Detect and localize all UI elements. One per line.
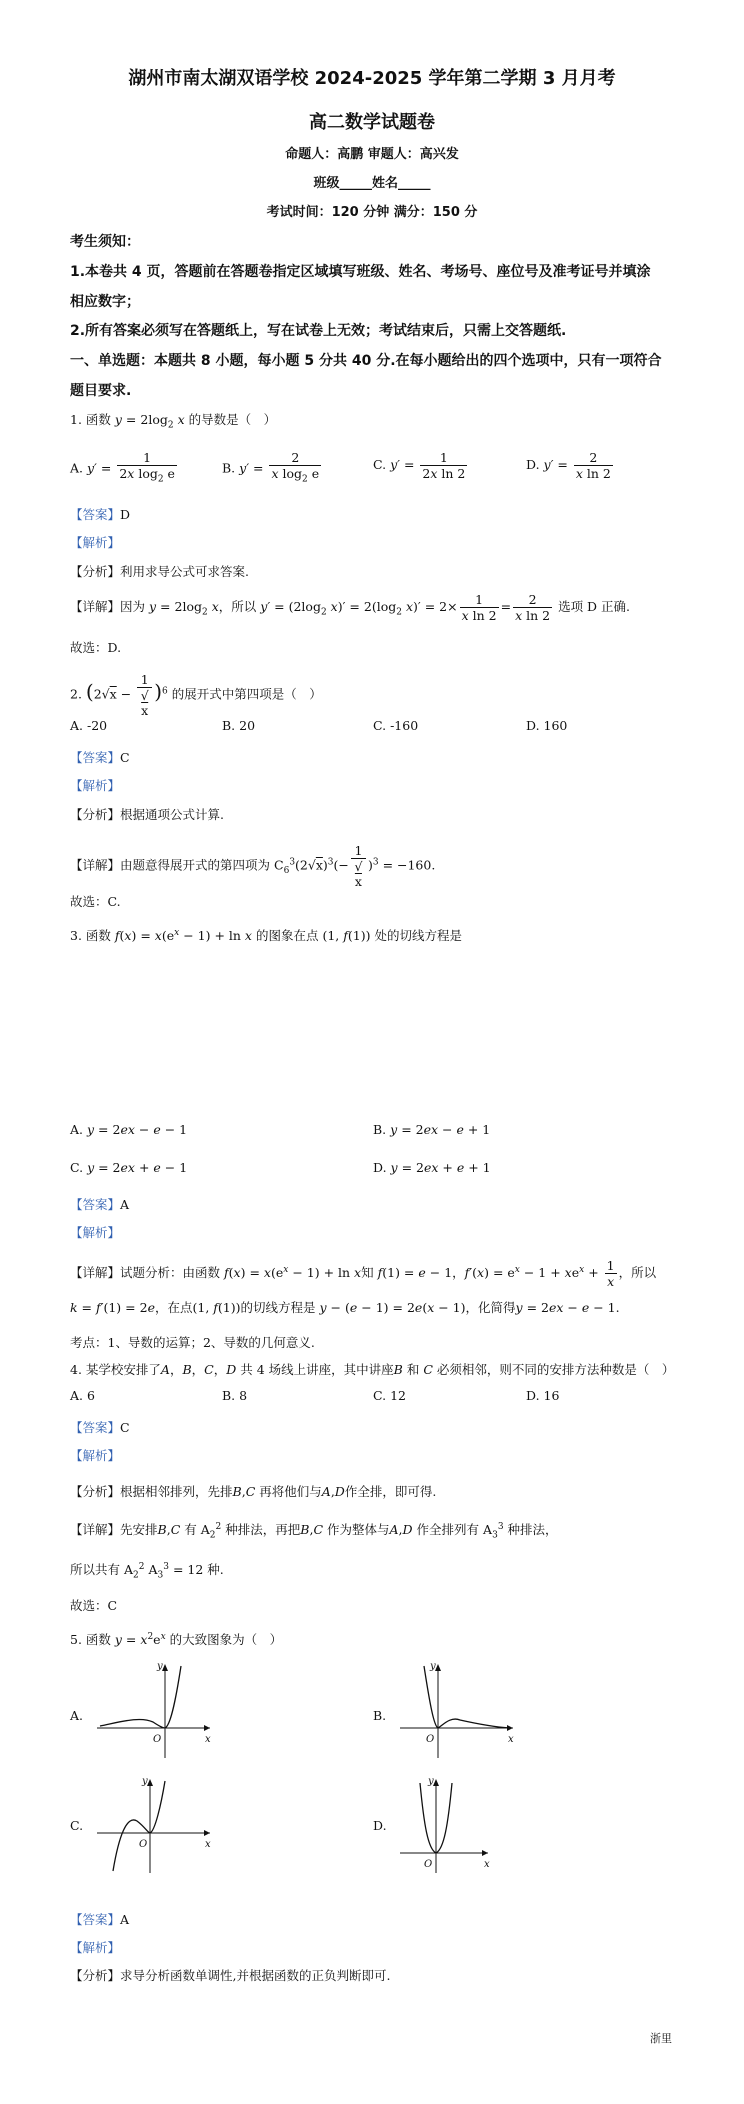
- q2-fenxi: 【分析】根据通项公式计算.: [70, 807, 224, 822]
- q2-option-a: A. -20: [70, 718, 108, 733]
- q5-option-a-label: A.: [70, 1708, 84, 1723]
- svg-text:x: x: [484, 1859, 490, 1870]
- q5-option-c-label: C.: [70, 1818, 84, 1833]
- q4-conclusion: 故选：C: [70, 1598, 118, 1613]
- notice-item1: 1.本卷共 4 页，答题前在答题卷指定区域填写班级、姓名、考场号、座位号及准考证号并填涂: [70, 264, 651, 280]
- q1-option-a: A. y′ = $\frac{1}{2x \log_2 e}$: [70, 450, 175, 485]
- q1-detail: 【详解】因为 $y = 2\log_2$ x，所以 $y' = (2\log_2$ $x)' = 2(\log_2$ x)′ = 2× $\frac{1}{\text{x ln 2}}$ = $\frac{2}{\text{x ln 2}}$ 选项 D 正确.: [70, 592, 631, 623]
- svg-text:x: x: [508, 1734, 514, 1745]
- q3-kaodian: 考点：1、导数的运算；2、导数的几何意义.: [70, 1335, 315, 1350]
- q5-graph-b: [398, 1660, 518, 1760]
- q5-graph-c: [95, 1775, 215, 1875]
- q1-option-c: C. y′ = $\frac{1}{\text{2x ln 2}}$: [373, 450, 466, 481]
- q5-graph-d: [398, 1775, 518, 1875]
- svg-text:O: O: [426, 1734, 435, 1745]
- svg-text:x: x: [205, 1734, 211, 1745]
- q3-detail-line1: 【详解】试题分析：由函数 $f(x) = x(e^x - 1) + \ln x$知 f(1) = e − 1，$f'(x) = e^x - 1 + xe^x$ + $\frac{1}{x}$ ，所以: [70, 1258, 657, 1289]
- q5-fenxi: 【分析】求导分析函数单调性,并根据函数的正负判断即可.: [70, 1968, 391, 1983]
- q2-conclusion: 故选：C.: [70, 894, 121, 909]
- q1-fenxi: 【分析】利用求导公式可求答案.: [70, 564, 249, 579]
- q4-option-d: D. 16: [526, 1388, 560, 1403]
- q5-analysis-label: 【解析】: [70, 1940, 121, 1955]
- q5-option-b-label: B.: [373, 1708, 387, 1723]
- svg-text:O: O: [153, 1734, 162, 1745]
- q1-num: 1. 函数: [70, 412, 111, 427]
- page-footer: 浙里: [650, 2032, 672, 2045]
- authors-line: 命题人：高鹏 审题人：高兴发: [285, 147, 459, 162]
- q3-analysis-label: 【解析】: [70, 1225, 121, 1240]
- q3-option-d: D. y = 2ex + e + 1: [373, 1160, 491, 1175]
- q4-stem: 4. 某学校安排了A，B，C，D 共 4 场线上讲座，其中讲座B 和 C 必须相邻，则不同的安排方法种数是（ ）: [70, 1362, 675, 1377]
- q3-option-c: C. y = 2ex + e − 1: [70, 1160, 188, 1175]
- q3-stem: 3. 函数 $f(x) = x(e^x - 1) + \ln x$ 的图象在点 (1, f(1)) 处的切线方程是: [70, 927, 462, 943]
- q3-option-b: B. y = 2ex − e + 1: [373, 1122, 491, 1137]
- class-name-line: 班级_____姓名_____: [313, 176, 431, 191]
- q4-detail: 【详解】先安排B,C 有 $A_2^2$ 种排法，再把B,C 作为整体与A,D 作全排列有 $A_3^3$ 种排法，: [70, 1521, 558, 1541]
- q2-detail: 【详解】由题意得展开式的第四项为 $C_6^3(2√x)^3(-$ 1 √ x )$^3$ = −160.: [70, 843, 436, 889]
- q4-option-b: B. 8: [222, 1388, 248, 1403]
- exam-title: 湖州市南太湖双语学校 2024-2025 学年第二学期 3 月月考: [128, 68, 616, 89]
- section1-heading-cont: 题目要求.: [70, 383, 132, 399]
- svg-text:y: y: [430, 1661, 436, 1672]
- q4-total: 所以共有 $A_2^2$ $A_3^3 = 12$ 种.: [70, 1561, 224, 1581]
- q2-analysis-label: 【解析】: [70, 778, 121, 793]
- q3-option-a: A. y = 2ex − e − 1: [70, 1122, 188, 1137]
- svg-text:y: y: [157, 1661, 163, 1672]
- q5-stem: 5. 函数 $y = x^2e^x$ 的大致图象为（ ）: [70, 1631, 283, 1647]
- svg-text:O: O: [424, 1859, 433, 1870]
- q5-graph-a: [95, 1660, 215, 1760]
- q1-analysis-label: 【解析】: [70, 535, 121, 550]
- q1-stem: 1. 函数 $y = 2\log_2$ x 的导数是（ ）: [70, 412, 277, 431]
- q1-option-b: B. y′ = $\frac{2}{x \log_2 e}$: [222, 450, 320, 485]
- notice-heading: 考生须知：: [70, 234, 140, 250]
- q2-option-d: D. 160: [526, 718, 568, 733]
- q1-conclusion: 故选：D.: [70, 640, 122, 655]
- q4-answer: 【答案】C: [70, 1420, 130, 1435]
- q2-answer: 【答案】C: [70, 750, 130, 765]
- q4-option-a: A. 6: [70, 1388, 95, 1403]
- q3-detail-line2: k = f′(1) = 2e，在点(1, f(1))的切线方程是 y − (e − 1) = 2e(x − 1)，化简得y = 2ex − e − 1.: [70, 1300, 620, 1315]
- svg-text:y: y: [428, 1776, 434, 1787]
- exam-subtitle: 高二数学试题卷: [309, 112, 435, 133]
- section1-heading: 一、单选题：本题共 8 小题，每小题 5 分共 40 分.在每小题给出的四个选项中，只有一项符合: [70, 353, 662, 369]
- svg-text:O: O: [139, 1839, 148, 1850]
- q4-analysis-label: 【解析】: [70, 1448, 121, 1463]
- q3-answer: 【答案】A: [70, 1197, 130, 1212]
- q1-option-d: D. y′ = $\frac{2}{\text{x ln 2}}$: [526, 450, 611, 481]
- notice-item1-cont: 相应数字；: [70, 294, 140, 310]
- q5-option-d-label: D.: [373, 1818, 387, 1833]
- q5-answer: 【答案】A: [70, 1912, 130, 1927]
- q1-answer: 【答案】D: [70, 507, 131, 522]
- q1-stem-tail: 的导数是（ ）: [188, 412, 277, 427]
- exam-time-line: 考试时间：120 分钟 满分：150 分: [266, 205, 478, 220]
- q2-option-b: B. 20: [222, 718, 256, 733]
- svg-text:x: x: [205, 1839, 211, 1850]
- notice-item2: 2.所有答案必须写在答题纸上，写在试卷上无效；考试结束后，只需上交答题纸.: [70, 323, 567, 339]
- q2-option-c: C. -160: [373, 718, 419, 733]
- q2-stem: 2. (2√x − 1 √ x )$^6$ 的展开式中第四项是（ ）: [70, 672, 322, 718]
- q4-fenxi: 【分析】根据相邻排列，先排B,C 再将他们与A,D作全排，即可得.: [70, 1484, 437, 1499]
- svg-text:y: y: [142, 1776, 148, 1787]
- q4-option-c: C. 12: [373, 1388, 406, 1403]
